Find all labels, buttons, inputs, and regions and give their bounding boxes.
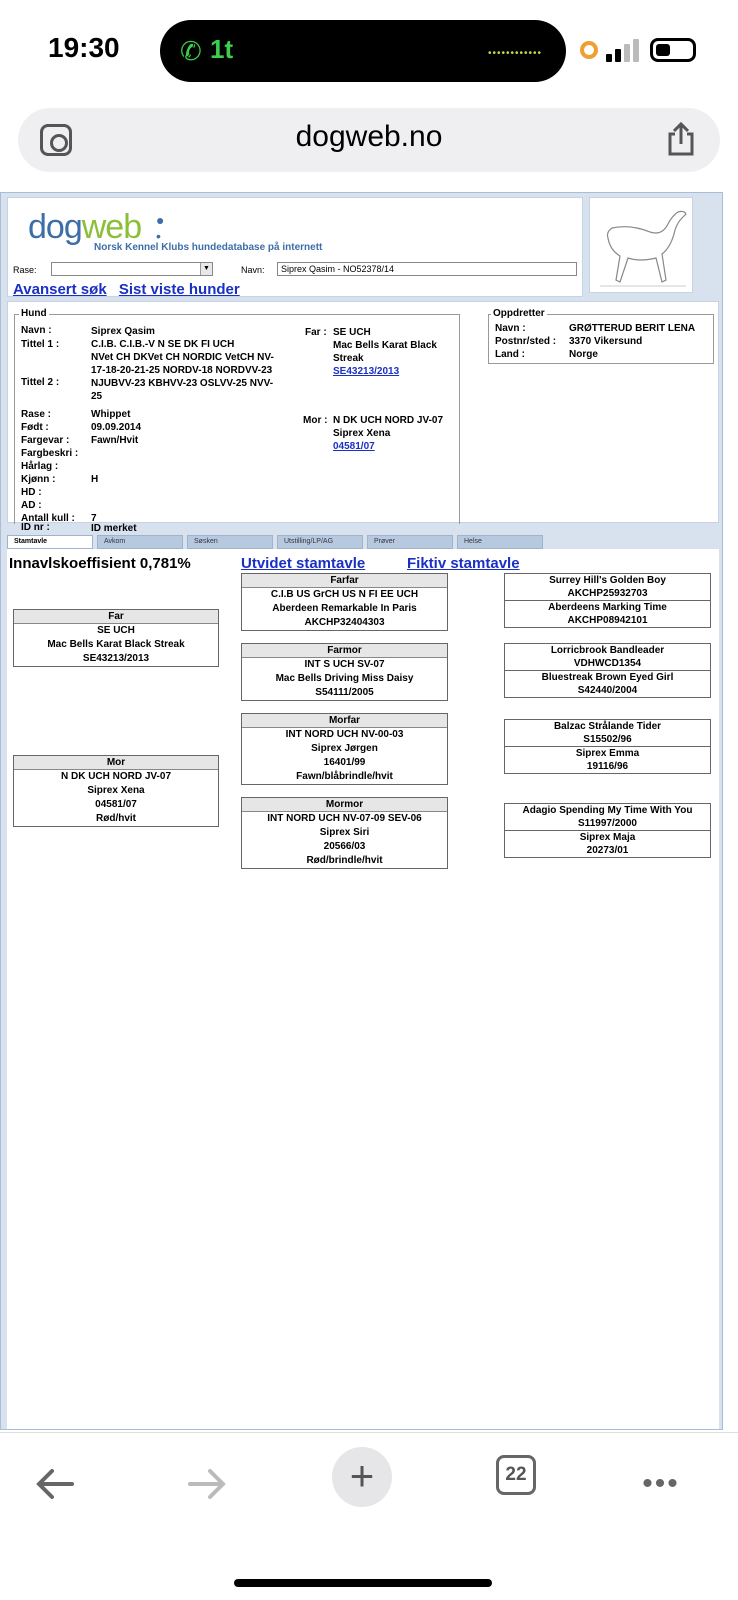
tab-stamtavle[interactable]: Stamtavle	[7, 535, 93, 549]
mor-value: N DK UCH NORD JV-07 Siprex Xena 04581/07	[333, 415, 444, 452]
ad-label: AD :	[21, 500, 42, 511]
tab-prover[interactable]: Prøver	[367, 535, 453, 549]
fodt-value: 09.09.2014	[91, 422, 142, 433]
share-icon[interactable]	[666, 122, 696, 156]
mic-indicator-icon	[580, 41, 598, 59]
mor-reg-link[interactable]: 04581/07	[333, 441, 375, 452]
clock: 19:30	[48, 32, 120, 63]
call-duration: 1t	[210, 34, 234, 64]
dogweb-logo[interactable]: dogweb	[28, 208, 142, 246]
tab-switcher-button[interactable]: 22	[496, 1455, 536, 1495]
hund-fieldset	[14, 308, 460, 534]
harlag-label: Hårlag :	[21, 461, 59, 472]
pedigree-farfar[interactable]: Farfar C.I.B US GrCH US N FI EE UCH Aberdeen Remarkable In Paris AKCHP32404303	[241, 573, 448, 631]
tittel2-value: NJUBVV-23 KBHVV-23 OSLVV-25 NVV- 25	[91, 378, 274, 402]
pedigree-far[interactable]: Far SE UCH Mac Bells Karat Black Streak SE43213/2013	[13, 609, 219, 667]
pedigree-gen3-farmor[interactable]: Lorricbrook Bandleader VDHWCD1354 Bluestreak Brown Eyed Girl S42440/2004	[504, 643, 711, 698]
fargbeskri-label: Fargbeskri :	[21, 448, 79, 459]
fodt-label: Født :	[21, 422, 49, 433]
rase-value: Whippet	[91, 409, 131, 420]
oppdretter-legend: Oppdretter	[493, 308, 545, 319]
dynamic-island[interactable]	[160, 20, 566, 82]
dog-name: Siprex Qasim	[91, 326, 155, 337]
hund-legend: Hund	[21, 308, 47, 319]
whippet-drawing-icon	[590, 198, 694, 294]
battery-icon	[650, 38, 696, 62]
status-bar	[0, 0, 738, 100]
fargevar-label: Fargevar :	[21, 435, 70, 446]
navn-field-label: Navn :	[21, 325, 52, 336]
id-row-clip: ID nr : ID merket	[21, 522, 137, 534]
pedigree-mormor[interactable]: Mormor INT NORD UCH NV-07-09 SEV-06 Siprex Siri 20566/03 Rød/brindle/hvit	[241, 797, 448, 869]
forward-arrow-icon[interactable]	[182, 1459, 232, 1509]
kjonn-value: H	[91, 474, 99, 485]
tab-avkom[interactable]: Avkom	[97, 535, 183, 549]
antall-kull-value: 7	[91, 513, 97, 524]
tagline: Norsk Kennel Klubs hundedatabase på internett	[94, 242, 323, 253]
far-label: Far :	[305, 327, 327, 338]
tab-helse[interactable]: Helse	[457, 535, 543, 549]
pedigree-gen3-mormor[interactable]: Adagio Spending My Time With You S11997/2000 Siprex Maja 20273/01	[504, 803, 711, 858]
logo-dots-icon: ● •	[156, 212, 165, 244]
kjonn-label: Kjønn :	[21, 474, 56, 485]
navn-input[interactable]: Siprex Qasim - NO52378/14	[277, 262, 577, 276]
oppdretter-land-label: Land :	[495, 349, 525, 360]
tab-bar	[7, 535, 719, 549]
advanced-search-link[interactable]: Avansert søk	[13, 281, 107, 298]
oppdretter-navn-label: Navn :	[495, 323, 526, 334]
oppdretter-post: 3370 Vikersund	[569, 336, 643, 347]
extended-pedigree-link[interactable]: Utvidet stamtavle	[241, 555, 366, 572]
tittel1-value: C.I.B. C.I.B.-V N SE DK FI UCH NVet CH DKVet CH NORDIC VetCH NV- 17-18-20-21-25 NORDV-18 NORDVV-23	[91, 339, 274, 376]
far-reg-link[interactable]: SE43213/2013	[333, 366, 400, 377]
signal-icon	[606, 38, 640, 62]
chevron-down-icon[interactable]: ▼	[200, 263, 212, 275]
hd-label: HD :	[21, 487, 42, 498]
tittel2-label: Tittel 2 :	[21, 377, 60, 388]
pedigree-mor[interactable]: Mor N DK UCH NORD JV-07 Siprex Xena 04581/07 Rød/hvit	[13, 755, 219, 827]
pedigree-morfar[interactable]: Morfar INT NORD UCH NV-00-03 Siprex Jørgen 16401/99 Fawn/blåbrindle/hvit	[241, 713, 448, 785]
tab-sosken[interactable]: Søsken	[187, 535, 273, 549]
far-value: SE UCH Mac Bells Karat Black Streak SE43213/2013	[333, 327, 437, 377]
pedigree-gen3-morfar[interactable]: Balzac Strålande Tider S15502/96 Siprex Emma 19116/96	[504, 719, 711, 774]
oppdretter-fieldset	[488, 308, 714, 364]
nav-links	[13, 281, 248, 298]
rase-select[interactable]	[51, 262, 213, 276]
oppdretter-land: Norge	[569, 349, 598, 360]
pedigree-area	[7, 549, 719, 1429]
oppdretter-post-label: Postnr/sted :	[495, 336, 557, 347]
rase-field-label: Rase :	[21, 409, 52, 420]
url-bar[interactable]	[18, 108, 720, 172]
back-arrow-icon[interactable]	[30, 1459, 80, 1509]
url-text[interactable]: dogweb.no	[295, 120, 443, 153]
more-icon[interactable]: •••	[642, 1467, 680, 1500]
tittel1-label: Tittel 1 :	[21, 339, 60, 350]
rase-label: Rase:	[13, 265, 37, 275]
new-tab-button[interactable]: +	[332, 1447, 392, 1507]
browser-toolbar	[0, 1432, 738, 1600]
phone-icon: ✆	[180, 36, 202, 66]
fictive-pedigree-link[interactable]: Fiktiv stamtavle	[407, 555, 520, 572]
antall-kull-label: Antall kull :	[21, 513, 75, 524]
navn-label: Navn:	[241, 265, 265, 275]
web-page	[0, 192, 723, 1430]
recent-dogs-link[interactable]: Sist viste hunder	[118, 281, 240, 298]
tab-utstilling[interactable]: Utstilling/LP/AG	[277, 535, 363, 549]
pedigree-farmor[interactable]: Farmor INT S UCH SV-07 Mac Bells Driving Miss Daisy S54111/2005	[241, 643, 448, 701]
mor-label: Mor :	[303, 415, 328, 426]
home-indicator[interactable]	[234, 1579, 492, 1587]
pedigree-gen3-farfar[interactable]: Surrey Hill's Golden Boy AKCHP25932703 Aberdeens Marking Time AKCHP08942101	[504, 573, 711, 628]
dog-info-panel	[7, 301, 719, 534]
inbreeding-coefficient: Innavlskoeffisient 0,781%	[9, 555, 191, 572]
fargevar-value: Fawn/Hvit	[91, 435, 139, 446]
whippet-image	[589, 197, 693, 293]
oppdretter-navn: GRØTTERUD BERIT LENA	[569, 323, 696, 334]
audio-wave-icon: ••••••••••••	[487, 48, 542, 59]
